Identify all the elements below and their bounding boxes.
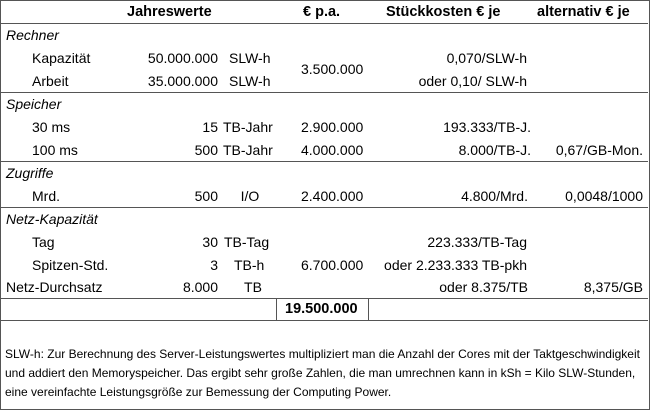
row-label: Kapazität	[32, 50, 91, 66]
row-label: Spitzen-Std.	[32, 257, 109, 273]
total-value: 19.500.000	[285, 301, 358, 317]
total-cell-right-border	[368, 298, 369, 320]
row-label: Mrd.	[32, 188, 60, 204]
section-title-rechner: Rechner	[6, 27, 59, 43]
throughput-value: 8.000	[182, 279, 218, 295]
header-yearly: Jahreswerte	[127, 4, 212, 20]
row-unit-cost: 223.333/TB-Tag	[427, 234, 527, 250]
divider	[1, 207, 648, 208]
row-value: 50.000.000	[147, 50, 218, 66]
row-label: 100 ms	[32, 142, 78, 158]
row-unit-cost: 193.333/TB-J.	[443, 119, 531, 135]
divider	[1, 161, 648, 162]
row-value: 500	[194, 188, 218, 204]
section-title-speicher: Speicher	[6, 96, 62, 112]
row-unit: TB-h	[234, 257, 265, 273]
row-unit: TB-Jahr	[223, 142, 273, 158]
header-alternative: alternativ € je	[537, 4, 630, 20]
header-unit-cost: Stückkosten € je	[386, 4, 501, 20]
row-label: 30 ms	[32, 119, 71, 135]
row-unit: TB-Tag	[224, 234, 270, 250]
total-cell-left-border	[276, 298, 277, 320]
row-unit: SLW-h	[229, 50, 271, 66]
throughput-unit: TB	[244, 279, 262, 295]
row-unit-cost: 4.800/Mrd.	[461, 188, 528, 204]
row-cost-pa: 2.400.000	[301, 188, 364, 204]
row-unit-cost: 8.000/TB-J.	[458, 142, 531, 158]
row-value: 15	[202, 119, 218, 135]
section-title-netz: Netz-Kapazität	[6, 211, 98, 227]
row-alternative: 0,67/GB-Mon.	[555, 142, 643, 158]
header-per-year: € p.a.	[303, 4, 341, 20]
row-unit-cost: oder 2.233.333 TB-pkh	[384, 257, 527, 273]
row-unit-cost: oder 0,10/ SLW-h	[418, 73, 527, 89]
footnote: SLW-h: Zur Berechnung des Server-Leistungswertes multipliziert man die Anzahl der Cores mit der Taktgeschwindigkeit und addiert den Memoryspeicher. Das ergibt sehr große Zahlen, die man umrechnen kann in kSh = Kilo SLW-Stunden, eine vereinfachte Leistungsgröße zur Bemessung der Computing Power.	[5, 347, 640, 399]
row-value: 35.000.000	[147, 73, 218, 89]
section-cost-pa: 6.700.000	[301, 257, 364, 273]
divider	[1, 320, 648, 321]
throughput-label: Netz-Durchsatz	[6, 279, 103, 295]
row-value: 500	[194, 142, 218, 158]
row-cost-pa: 2.900.000	[301, 119, 364, 135]
row-unit-cost: 0,070/SLW-h	[446, 50, 527, 66]
throughput-alternative: 8,375/GB	[583, 279, 643, 295]
divider	[1, 92, 648, 93]
row-unit: TB-Jahr	[223, 119, 273, 135]
row-label: Arbeit	[32, 73, 69, 89]
divider	[1, 298, 648, 299]
section-cost-pa: 3.500.000	[301, 61, 364, 77]
row-unit: I/O	[240, 188, 260, 204]
throughput-unit-cost: oder 8.375/TB	[439, 279, 528, 295]
row-value: 3	[210, 257, 218, 273]
row-value: 30	[202, 234, 218, 250]
row-unit: SLW-h	[229, 73, 271, 89]
divider	[1, 23, 648, 24]
section-title-zugriffe: Zugriffe	[6, 165, 54, 181]
row-label: Tag	[32, 234, 55, 250]
row-alternative: 0,0048/1000	[565, 188, 643, 204]
row-cost-pa: 4.000.000	[301, 142, 364, 158]
